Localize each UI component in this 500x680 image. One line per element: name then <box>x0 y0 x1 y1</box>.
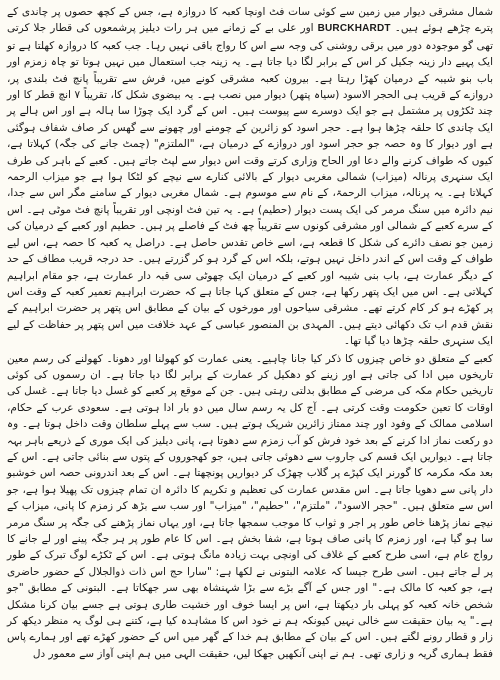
paragraph-kaaba-rites <box>7 351 493 663</box>
paragraph-1-text-b: اور علی بے کے زمانے میں ہر رات دیلیز پرشمعوں کی قطار جلا کرتی تھی گو موجودہ دور میں برقی روشنی کی وجہ سے اس کا رواج باقی نہیں رہا۔ جب کعبہ کا دروازہ کھلتا ہے تو ایک پہیے دار زینہ جکیل کر اس کے برابر لگا دیا جاتا ہے۔ یہ زینہ جب استعمال میں نہیں ہوتا تو چاہ زمزم اور باب بنو شیبہ کے درمیان کھڑا رہتا ہے۔ بیرون کعبہ مشرقی کونے میں، فرش سے تقریباً پانچ فٹ بلندی پر، دروازے کے قریب ہی الحجر الاسود (سیاہ پتھر) دیوار میں نصب ہے۔ یہ بیضوی شکل کا، تقریباً ۷ انچ قطر کا اور چند ٹکڑوں پر مشتمل ہے جو ایک دوسرے سے پیوست ہیں۔ اس کے گرد ایک چوڑا سا ہالہ ہے اور اس ہالے پر ایک چاندی کا حلقہ چڑھا ہوا ہے۔ حجر اسود کو زائرین کے چومنے اور چھونے سے گھس کر صاف شفاف ہوگئی ہے اور دیوار کا وہ حصہ جو حجر اسود اور دروازے کے درمیان ہے، "الملتزم" (چمٹ جانے کی جگہ) کہلاتا ہے، کیوں کہ طواف کرنے والے دعا اور الحاح وزاری کرتے وقت اس دیوار سے لپٹ جاتے ہیں۔ کعبے کے باہر کی طرف ایک سنہری پرنالہ (میزاب) شمالی مغربی دیوار کے بالائی کنارے سے نیچے کو لٹکا ہوا ہے جو میزاب الرحمہ کہلاتا ہے۔ یہ پرنالہ، میزاب الرحمۃ، کے نام سے موسوم ہے۔ شمال مغربی دیوار کے سامنے مگر اس سے جدا، نیم دائرہ میں سنگ مرمر کی ایک پست دیوار (حطیم) ہے۔ یہ تین فٹ اونچی اور تقریباً پانچ فٹ موٹی ہے۔ اس کے سرے کعبے کے شمالی اور مشرقی کونوں سے تقریباً چھ فٹ کے فاصلے پر ہیں۔ حطیم اور کعبے کے درمیان کی زمین جو نصف دائرے کی شکل کا قطعہ ہے، اسے خاص تقدس حاصل ہے۔ دراصل یہ کعبہ کا حصہ ہے، اس لیے طواف کے وقت اس کے اندر داخل نہیں ہوتے، بلکہ اس کے گرد ہو کر گزرتے ہیں۔ حد درجہ قریب مطاف کے حد کے دیگر عمارت ہے، باب بنی شیبہ اور کعبے کے درمیان ایک چھوٹی سی قبہ دار عمارت ہے، جو مقام ابراہیم کہلاتی ہے۔ اس میں ایک پتھر رکھا ہے، جس کے متعلق کہا جاتا ہے کہ حضرت ابراہیم تعمیر کعبہ کے وقت اس پر کھڑے ہو کر کام کرتے تھے۔ مشرقی سیاحوں اور مورخوں کے بیان کے مطابق اس پتھر پر حضرت ابراہیم کے نقش قدم اب تک دکھائی دیتے ہیں۔ المہدی بن المنصور عباسی کے عہد خلافت میں اس پتھر پر حفاظت کے لیے ایک سنہری حلقہ چڑھا دیا گیا تھا۔ <box>7 22 493 348</box>
paragraph-2-text: کعبے کے متعلق دو خاص چیزوں کا ذکر کیا جانا چاہیے۔ یعنی عمارت کو کھولنا اور دھونا۔ کھولنے کی رسم معین تاریخوں میں ادا کی جاتی ہے اور زینے کو دھکیل کر عمارت کے برابر لگا دیا جاتا ہے۔ ان رسموں کی کوئی تاریخیں حکام مکہ کی مرضی کے مطابق بدلتی رہتی ہیں۔ جن کے موقع پر کعبے کو غسل دیا جاتا ہے۔ غسل کی اوقات کا تعین حکومت وقت کرتی ہے۔ آج کل یہ رسم سال میں دو بار ادا ہوتی ہے۔ سعودی عرب کے حکام، اسلامی ممالک کے وفود اور چند ممتاز زائرین شریک ہوتے ہیں۔ سب سے پہلے سلطان وقت داخل ہوتا ہے۔ وہ دو رکعت نماز ادا کرنے کے بعد خود فرش کو آب زمزم سے دھوتا ہے، پانی دیلیز کی ایک موری کے ذریعے باہر بہہ جاتا ہے۔ دیواریں ایک قسم کی جاروب سے دھوئی جاتی ہیں، جو کھجوروں کے پتوں سے بنائی جاتی ہے۔ اس کے بعد مکہ مکرمہ کا گورنر ایک کپڑے پر گلاب چھڑک کر دیواریں پونچھتا ہے۔ اس کے بعد اندرونی حصہ اس خوشبو دار پانی سے دھویا جاتا ہے۔ اس مقدس عمارت کی تعظیم و تکریم کا دائرہ ان تمام چیزوں تک پھیلا ہوا ہے، جو اس سے متعلق ہیں۔ "حجر الاسود"، "ملتزم"، "حطیم"، "میزاب" اور سب سے بڑھ کر زمزم کا پانی، میزاب کے نیچے نماز پڑھنا خاص طور پر اجر و ثواب کا موجب سمجھا جاتا ہے، اور یہاں نماز پڑھنے کی جگہ پر سنگ مرمر سا ہو گیا ہے، اور زمزم کا پانی صاف ہوتا ہے، شفا بخش ہے۔ اس کا عام طور پر ہر جگہ پینے اور لے جانے کا رواج عام ہے، اسی طرح کعبے کے غلاف کی اونچی بہت زیادہ مانگ ہوتی ہے۔ اس کے ٹکڑے لوگ تبرک کے طور پر لے جاتے ہیں۔ اسی طرح جیسا کہ علامہ البتونی نے لکھا ہے: "سارا حج اس ذات ذوالجلال کے حضور حاضری ہے، جو کعبہ کا مالک ہے۔" اور جس کے آگے بڑے سے بڑا شہنشاہ بھی سر جھکاتا ہے۔ البتونی کے مطابق "جو شخص خانہ کعبہ کو پہلی بار دیکھتا ہے، اس پر ایسا خوف اور خشیت طاری ہوتی ہے جسے بیان کرنا مشکل ہے۔" یہ بیان حقیقت سے خالی نہیں کیونکہ ہم نے خود اس کا مشاہدہ کیا ہے، کتنے ہی لوگ یہ منظر دیکھ کر زار و قطار رونے لگتے ہیں۔ اس کے بیان کے مطابق ہم خدا کے گھر میں اس کے حضور کھڑے تھے اور ہمارے پاس فقط ہماری گریہ و زاری تھی۔ ہم نے اپنی آنکھیں جھکا لیں، حقیقت الہی میں ہم اپنی آواز سے معمور دل <box>7 352 493 660</box>
paragraph-kaaba-description <box>7 4 493 350</box>
name-burckhardt: BURCKHARDT <box>317 23 391 35</box>
paragraph-1-text-a: شمال مشرقی دیوار میں زمین سے کوئی سات فٹ اونچا کعبہ کا دروازہ ہے، جس کے کچھ حصوں پر چاندی کے پترے چڑھے ہوئے ہیں۔ <box>7 6 493 35</box>
